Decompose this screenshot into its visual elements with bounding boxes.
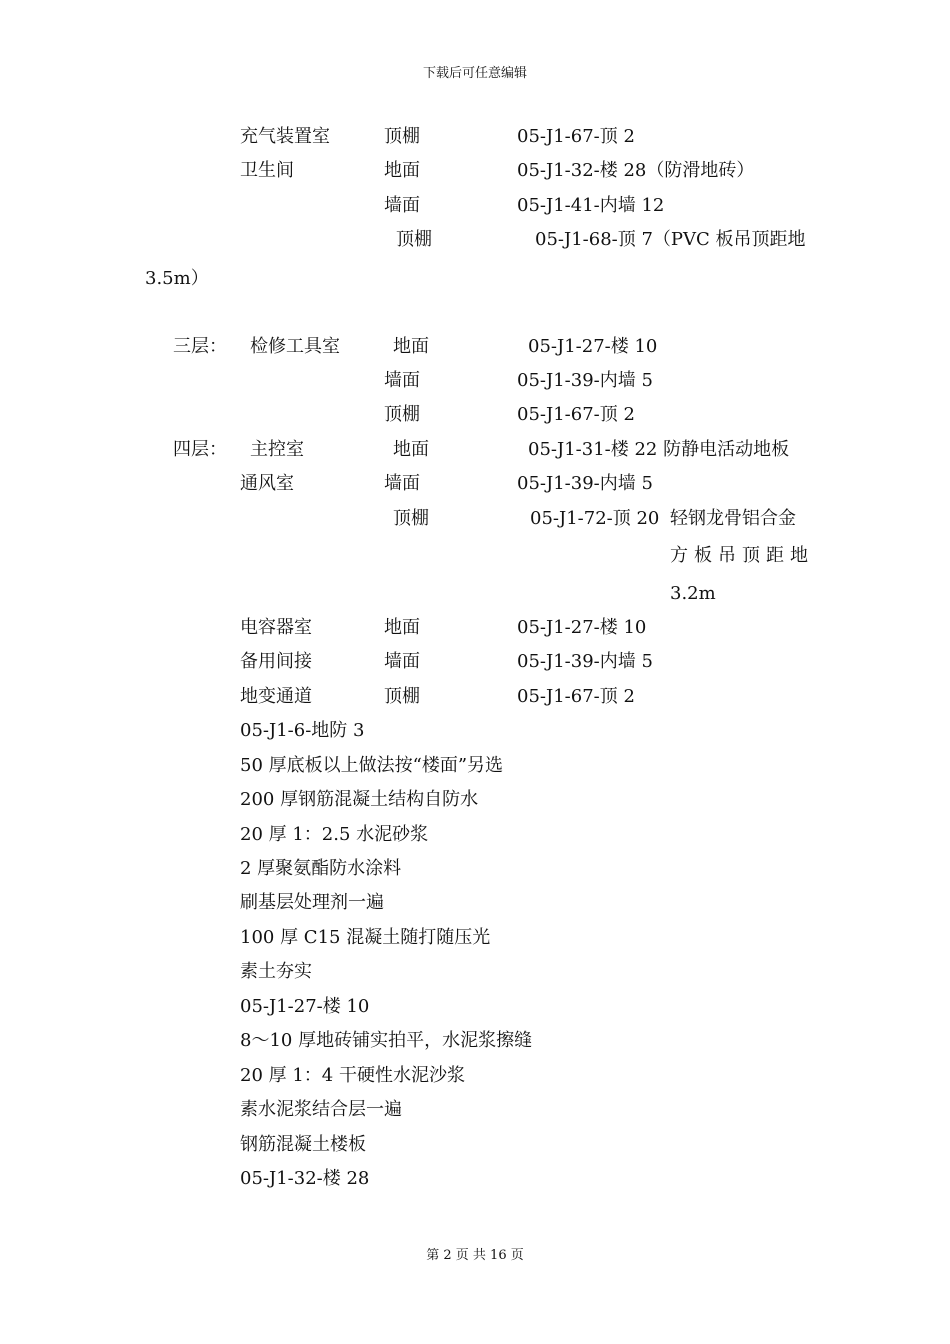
spec-code: 05-J1-67-顶 2	[517, 126, 635, 147]
room-name: 通风室	[240, 473, 294, 494]
spec-line: 刷基层处理剂一遍	[240, 892, 384, 913]
room-name: 检修工具室	[250, 336, 340, 357]
surface-type: 墙面	[384, 651, 420, 672]
surface-type: 顶棚	[384, 126, 420, 147]
spec-code: 05-J1-31-楼 22 防静电活动地板	[528, 439, 790, 460]
surface-type: 顶棚	[393, 508, 429, 529]
room-name: 充气装置室	[240, 126, 330, 147]
spec-code: 05-J1-39-内墙 5	[517, 473, 653, 494]
floor-label: 四层：	[173, 439, 227, 460]
spec-line: 钢筋混凝土楼板	[240, 1134, 366, 1155]
spec-line: 素土夯实	[240, 961, 312, 982]
spec-line: 素水泥浆结合层一遍	[240, 1099, 402, 1120]
surface-type: 顶棚	[384, 686, 420, 707]
spec-line: 20 厚 1：2.5 水泥砂浆	[240, 824, 429, 845]
surface-type: 地面	[393, 439, 429, 460]
surface-type: 墙面	[384, 473, 420, 494]
spec-code: 05-J1-67-顶 2	[517, 404, 635, 425]
spec-line: 200 厚钢筋混凝土结构自防水	[240, 789, 479, 810]
page-header: 下载后可任意编辑	[422, 66, 527, 81]
spec-note: 3.2m	[670, 583, 716, 604]
floor-label: 三层：	[173, 336, 227, 357]
spec-code: 05-J1-72-顶 20	[530, 508, 660, 529]
spec-line: 2 厚聚氨酯防水涂料	[240, 858, 402, 879]
spec-code: 05-J1-32-楼 28（防滑地砖）	[517, 160, 755, 181]
spec-code: 05-J1-39-内墙 5	[517, 370, 653, 391]
spec-code: 05-J1-27-楼 10	[517, 617, 647, 638]
spec-line: 05-J1-6-地防 3	[240, 720, 365, 741]
spec-code: 05-J1-41-内墙 12	[517, 195, 665, 216]
surface-type: 墙面	[384, 195, 420, 216]
surface-type: 地面	[393, 336, 429, 357]
spec-code: 05-J1-68-顶 7（PVC 板吊顶距地	[535, 229, 806, 250]
room-name: 卫生间	[240, 160, 294, 181]
spec-line: 05-J1-27-楼 10	[240, 996, 370, 1017]
room-name: 备用间接	[240, 651, 312, 672]
spec-code: 05-J1-39-内墙 5	[517, 651, 653, 672]
surface-type: 地面	[384, 160, 420, 181]
spec-code: 05-J1-67-顶 2	[517, 686, 635, 707]
spec-line: 8～10 厚地砖铺实拍平，水泥浆擦缝	[240, 1030, 533, 1051]
spec-line: 05-J1-32-楼 28	[240, 1168, 370, 1189]
spec-code: 05-J1-27-楼 10	[528, 336, 658, 357]
spec-line: 20 厚 1：4 干硬性水泥沙浆	[240, 1065, 465, 1086]
spec-line: 100 厚 C15 混凝土随打随压光	[240, 927, 491, 948]
spec-note: 方板吊顶距地	[670, 545, 814, 566]
room-name: 地变通道	[240, 686, 312, 707]
surface-type: 地面	[384, 617, 420, 638]
room-name: 电容器室	[240, 617, 312, 638]
spec-note: 轻钢龙骨铝合金	[670, 508, 796, 529]
room-name: 主控室	[250, 439, 304, 460]
surface-type: 墙面	[384, 370, 420, 391]
spec-continuation: 3.5m）	[145, 268, 209, 289]
spec-line: 50 厚底板以上做法按“楼面”另选	[240, 755, 504, 776]
surface-type: 顶棚	[384, 404, 420, 425]
page-footer: 第 2 页 共 16 页	[426, 1248, 524, 1263]
surface-type: 顶棚	[396, 229, 432, 250]
